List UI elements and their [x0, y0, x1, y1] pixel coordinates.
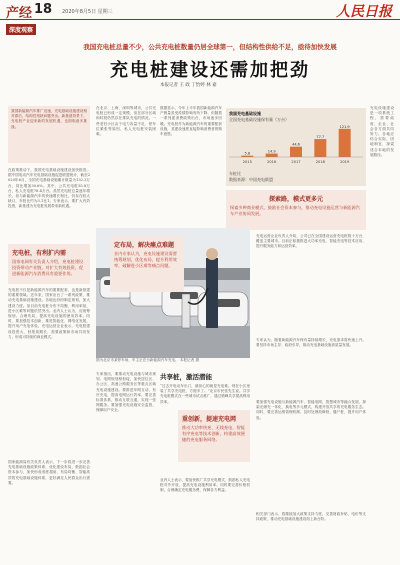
column-4-text-b: 专家认为，随着新能源汽车保有量持续增长，充电需求将快速上升。要坚持市场主导、政府引导，推动充电基础设施高质量发展。: [256, 338, 366, 348]
box-layout: [110, 236, 184, 292]
chart-x-tick: 2017: [291, 160, 301, 164]
issue-date: 2020年8月5日 星期三: [62, 9, 113, 15]
chart-title: 我国充电基础设施: [229, 111, 261, 116]
section-name: 产经: [6, 6, 33, 21]
column-tag: 深度观察: [6, 24, 36, 35]
kicker: 我国充电桩总量不少，公共充电桩数量仍居全球第一，但结构性供给不足，亟待加快发展: [83, 43, 337, 51]
page-header: [0, 0, 400, 20]
column-3-text-b: “过去开电动车出门，最担心的就是充电难。现在小区里装了共享充电桩，方便多了。”北京市民张先生说。共享充电桩模式在一些城市试点推广，通过错峰共享提高利用效率。: [160, 384, 250, 404]
bar-chart-charging: [226, 108, 366, 186]
column-4-text-d: 相关部门表示，将继续加大政策支持力度，完善财政补贴、电价等支持政策，推动充电基础设施建设再上新台阶。: [256, 512, 366, 522]
chart-bar-2017: [290, 147, 302, 157]
newspaper-logo: 人民日报: [336, 4, 392, 20]
chart-note: 数据来源：中国充电联盟: [229, 177, 273, 182]
byline: 本报记者 王 政 丁怡婷 林 嘉: [160, 83, 217, 88]
chart-bar-2016: [266, 154, 278, 157]
column-1-text-a: 在政策推动下，我国充电基础设施建设加快推进。据中国电动汽车充电基础设施促进联盟统计，截至2020年6月，全国充电基础设施累计数量为132.2万台，同比增加30.6%。其中，公共充电桩55.8万台，私人充电桩76.4万台。虽然充电桩总量逐年增长，但与新能源汽车的快速增长相比，仍存在较大缺口，车桩比约为3.1比1。专家表示，要扩大有效投资，新基建为充电桩发展带来新机遇。: [8, 168, 90, 209]
lead-paragraph: 我国新能源汽车推广迅速，充电基础设施建设相对滞后，结构性短缺问题突出。新基建背景下，充电桩产业迎来新的发展机遇，也面临诸多挑战。: [8, 106, 90, 163]
box-layout-title: 定布局，解决痛点难题: [114, 242, 175, 249]
chart-bar-2018: [314, 139, 326, 157]
chart-plot: [229, 123, 363, 167]
box-expand-demand: [8, 244, 90, 284]
box-diverse-models-body: 探索多种商业模式，鼓励社会资本参与，推动充电设施运营与新能源汽车产业协同发展。: [230, 205, 360, 216]
chart-x-tick: 2018: [315, 160, 325, 164]
box-layout-body: 业内专家认为，充电设施建设需要统筹规划，优化布局，提升利用效率，破解进小区难等痛点问题。: [114, 251, 177, 268]
column-3-text-c: 业内人士表示，要加快推广共享充电模式，鼓励私人充电桩对外开放，提高充电设施利用率。同时要完善价格机制，合理确定充电服务费，保障各方利益。: [160, 478, 250, 493]
chart-x-tick: 2015: [242, 160, 252, 164]
box-innovation: [178, 410, 250, 462]
box-expand-demand-title: 充电桩，有利扩内需: [12, 250, 67, 257]
column-3-text-a: 数据显示，今年上半年我国新能源汽车产销量虽受疫情影响有所下降，但随着一系列促消费政策出台，市场逐步回暖。充电桩作为新能源汽车的重要配套设施，其建设速度直接影响消费者的购车意愿。: [160, 106, 222, 137]
column-4-text-a: 充电运营企业负责人介绍，公司已在全国建设运营充电桩数十万台，覆盖主要城市。目前正积极推进大功率充电、智能充电等技术应用，提升服务能力和运营效率。: [256, 234, 366, 249]
column-2-text-a: 在北京、上海、深圳等城市，公共充电桩已形成一定规模，但在部分区域和时段仍然存在排队充电的情况。一些老旧小区由于电力容量不足、停车位紧张等原因，私人充电桩安装困难。: [96, 106, 156, 137]
box-diverse-models: [226, 190, 366, 230]
chart-bar-2019: [339, 129, 351, 157]
chart-value-label: 77.7: [316, 135, 325, 140]
chart-value-label: 121.9: [339, 124, 350, 129]
chart-value-label: 14.9: [267, 149, 276, 154]
heading-sharing: 共享桩，激活潜能: [160, 373, 212, 381]
column-1-text-c: 国家能源局有关负责人表示，下一步将进一步完善充电基础设施政策体系，优化建设布局，鼓励社会资本参与，加快形成适度超前、布局均衡、智能高效的充电基础设施体系，更好满足人民群众出行需要。: [8, 460, 90, 485]
column-2-text-b: 专家指出，要推动充电设施与城市规划、电网规划相衔接，加快居住区、办公区、高速公路服务区等重点区域充电设施建设。要推进车网互动、有序充电，提高电网运行效率。要完善标准体系，推动互联互通，实现一张网服务。要加强充电设施安全监管，保障用户安全。: [96, 372, 156, 413]
chart-bar-2015: [241, 156, 253, 157]
photo-caption: 图为北京市某停车场，车主正在为新能源汽车充电。 本报记者 摄: [96, 358, 199, 362]
headline: 充电桩建设还需加把劲: [110, 60, 310, 81]
column-1-text-c2: 充电设施建设是一项系统工程，需要政府、企业、社会各方面共同努力。各地应结合实际，因地制宜，探索适合本地的发展路径。: [370, 106, 394, 157]
chart-x-tick: 2019: [340, 160, 350, 164]
chart-label-1: 全国充电基础设施保有量（万台）: [229, 117, 289, 122]
chart-value-label: 5.8: [244, 151, 251, 156]
chart-label-2: 车桩比: [229, 171, 241, 176]
box-innovation-body: 推动大功率快充、无线充电、智能有序充电等技术创新，构建高效便捷的充电服务网络。: [182, 425, 245, 442]
box-diverse-models-title: 探索路，模式更多元: [268, 196, 323, 203]
chart-value-label: 44.6: [292, 142, 300, 147]
box-innovation-title: 重创新，提速充电网: [182, 416, 237, 423]
column-1-text-b: 充电桩不仅是新能源汽车的重要配套，也是新基建的重要领域。近年来，国家出台了一系列政策，推动充电基础设施建设。各地也纷纷制定规划，加大建设力度。但目前充电桩分布不均衡、利用率低、进小区难等问题依然突出。业内人士认为，应统筹规划，合理布局，提高充电设施的使用效率。同时，要加强技术创新，推进智能化、网络化发展，提升用户充电体验。充电运营企业表示，充电桩建设投资大、回报周期长，需要政策和市场共同发力，形成可持续的商业模式。: [8, 288, 90, 339]
page-number: 18: [34, 2, 53, 17]
column-4-text-c: 要加强充电设施与新能源汽车、智能电网、智慧城市等融合发展，探索光储充一体化、换电等多元模式，构建开放共享的充电服务生态。同时，要完善运维管理机制，及时处理故障桩、僵尸桩，提升用户体验。: [256, 400, 366, 420]
box-expand-demand-body: 国家电网有关负责人介绍，充电桩建设投资带动产业链，对扩大有效投资，促进新能源汽车消费具有重要作用。: [12, 259, 84, 276]
chart-x-tick: 2016: [267, 160, 277, 164]
